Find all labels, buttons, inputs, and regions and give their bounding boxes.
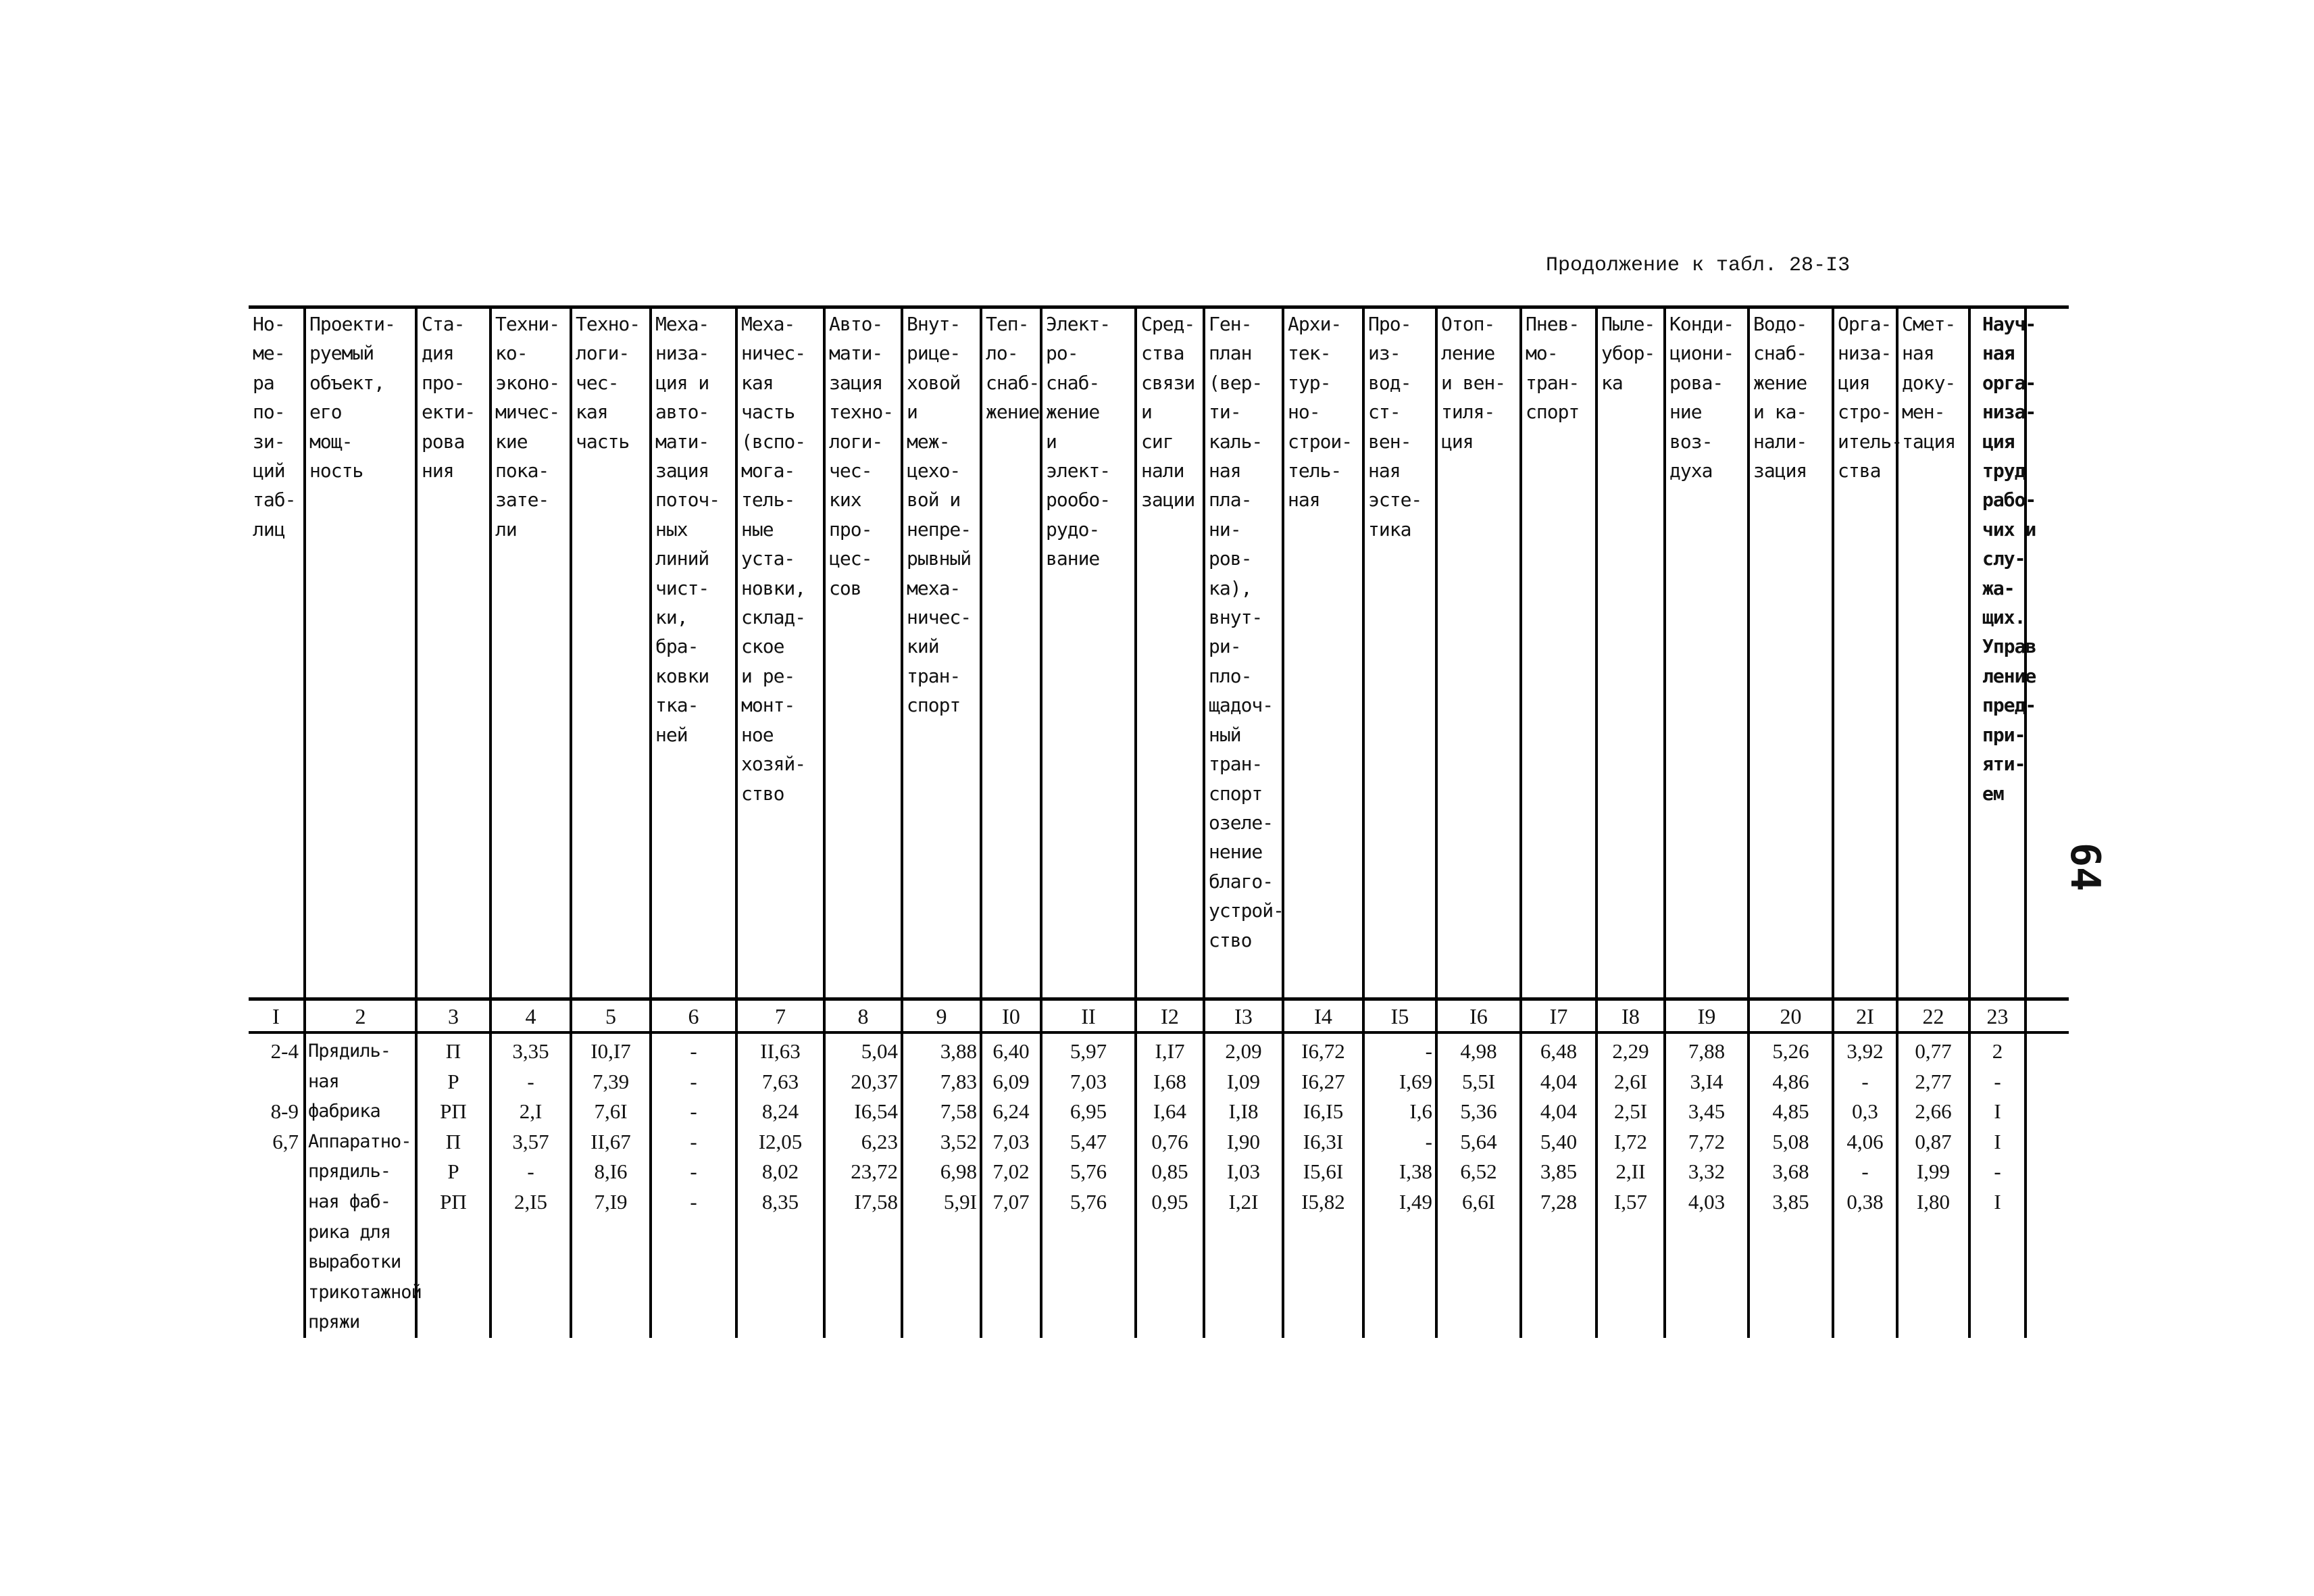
header-automation: Авто- мати- зация техно- логи- чес- ких про- цес- сов (829, 313, 894, 599)
column-number: I5 (1390, 1004, 1409, 1028)
cell-stage: П Р РП П Р РП (440, 1039, 467, 1214)
column-number: 2 (355, 1004, 366, 1028)
cell-power-supply: 5,97 7,03 6,95 5,47 5,76 5,76 (1070, 1039, 1107, 1214)
header-bottom-rule (249, 997, 2069, 1001)
header-mechanical: Меха- ничес- кая часть (вспо- мога- тель- ные уста- новки, склад- ское и ре- монт- ное хозяй- ство (741, 313, 806, 805)
header-labor-organization: Науч- ная орга- низа- ция труд рабо- чих и слу- жа- щих. Управ ление пред- при- яти- ем (1982, 313, 2036, 805)
column-number: 2I (1856, 1004, 1874, 1028)
header-mechanization-lines: Меха- низа- ция и авто- мати- зация поточ- ных линий чист- ки, бра- ковки тка- ней (655, 313, 720, 746)
column-number: II (1081, 1004, 1096, 1028)
header-estimates: Смет- ная доку- мен- тация (1902, 313, 1956, 453)
cell-construction: 3,92 - 0,3 4,06 - 0,38 (1846, 1039, 1884, 1214)
cell-heating: 4,98 5,5I 5,36 5,64 6,52 6,6I (1460, 1039, 1497, 1214)
header-architecture: Архи- тек- тур- но- строи- тель- ная (1288, 313, 1353, 512)
column-number: I2 (1161, 1004, 1179, 1028)
cell-pneumo-transport: 6,48 4,04 4,04 5,40 3,85 7,28 (1540, 1039, 1578, 1214)
column-number: 7 (775, 1004, 786, 1028)
column-number: 4 (525, 1004, 536, 1028)
cell-heat-supply: 6,40 6,09 6,24 7,03 7,02 7,07 (992, 1039, 1030, 1214)
header-master-plan: Ген- план (вер- ти- каль- ная пла- ни- ров- ка), внут- ри- пло- щадоч- ный тран- спорт озеле- нение благо- устрой- ство (1209, 313, 1284, 951)
column-number: 23 (1986, 1004, 2009, 1028)
column-number: I0 (1002, 1004, 1020, 1028)
cell-positions: 2-4 8-9 6,7 (270, 1039, 299, 1153)
column-number: 6 (688, 1004, 699, 1028)
column-number: I9 (1697, 1004, 1716, 1028)
column-number: I (272, 1004, 280, 1028)
table-caption: Продолжение к табл. 28-I3 (1546, 254, 1851, 277)
data-table (249, 305, 2069, 1338)
column-number: 20 (1780, 1004, 1802, 1028)
header-aesthetics: Про- из- вод- ст- вен- ная эсте- тика (1368, 313, 1422, 541)
column-number: I8 (1621, 1004, 1640, 1028)
header-communications: Сред- ства связи и сиг нали зации (1141, 313, 1195, 512)
cell-communications: I,I7 I,68 I,64 0,76 0,85 0,95 (1151, 1039, 1188, 1214)
cell-transport: 3,88 7,83 7,58 3,52 6,98 5,9I (940, 1039, 977, 1214)
cell-mechanization-lines: - - - - - - (690, 1039, 697, 1214)
header-stage: Ста- дия про- екти- рова ния (422, 313, 476, 482)
page-number: 64 (2061, 842, 2109, 892)
column-number: I3 (1234, 1004, 1253, 1028)
cell-water-supply: 5,26 4,86 4,85 5,08 3,68 3,85 (1772, 1039, 1809, 1214)
header-object: Проекти- руемый объект, его мощ- ность (309, 313, 395, 482)
cell-labor-organization: 2 - I I - I (1992, 1039, 2003, 1214)
cell-technological: I0,I7 7,39 7,6I II,67 8,I6 7,I9 (590, 1039, 631, 1214)
cell-air-conditioning: 7,88 3,I4 3,45 7,72 3,32 4,03 (1688, 1039, 1726, 1214)
header-dust-removal: Пыле- убор- ка (1601, 313, 1655, 394)
column-number: 3 (448, 1004, 459, 1028)
header-transport: Внут- рице- ховой и меж- цехо- вой и непре- рывный меха- ничес- кий тран- спорт (907, 313, 972, 717)
header-pneumo-transport: Пнев- мо- тран- спорт (1526, 313, 1580, 424)
header-construction: Орга- низа- ция стро- итель- ства (1838, 313, 1903, 482)
cell-automation: 5,04 20,37 I6,54 6,23 23,72 I7,58 (851, 1039, 898, 1214)
column-number: 5 (605, 1004, 616, 1028)
header-heat-supply: Теп- ло- снаб- жение (986, 313, 1040, 424)
cell-estimates: 0,77 2,77 2,66 0,87 I,99 I,80 (1915, 1039, 1952, 1214)
cell-object: Прядиль- ная фабрика Аппаратно- прядиль- ная фаб- рика для выработки трикотажной пряжи (308, 1041, 422, 1333)
cell-mechanical: II,63 7,63 8,24 I2,05 8,02 8,35 (758, 1039, 803, 1214)
header-heating: Отоп- ление и вен- тиля- ция (1441, 313, 1506, 453)
column-number: I7 (1549, 1004, 1568, 1028)
column-number: 9 (936, 1004, 947, 1028)
cell-aesthetics: - I,69 I,6 - I,38 I,49 (1399, 1039, 1432, 1214)
header-water-supply: Водо- снаб- жение и ка- нали- зация (1753, 313, 1807, 482)
cell-master-plan: 2,09 I,09 I,I8 I,90 I,03 I,2I (1225, 1039, 1262, 1214)
column-number: 22 (1922, 1004, 1944, 1028)
header-technological: Техно- логи- чес- кая часть (576, 313, 640, 453)
column-number: I6 (1469, 1004, 1488, 1028)
header-positions: Но- ме- ра по- зи- ций таб- лиц (253, 313, 296, 541)
header-tech-economic: Техни- ко- эконо- мичес- кие пока- зате- ли (495, 313, 560, 541)
cell-architecture: I6,72 I6,27 I6,I5 I6,3I I5,6I I5,82 (1301, 1039, 1345, 1214)
header-power-supply: Элект- ро- снаб- жение и элект- рообо- рудо- вание (1046, 313, 1111, 570)
column-number: I4 (1314, 1004, 1332, 1028)
header-air-conditioning: Конди- циони- рова- ние воз- духа (1669, 313, 1734, 482)
column-number: 8 (857, 1004, 869, 1028)
cell-dust-removal: 2,29 2,6I 2,5I I,72 2,II I,57 (1612, 1039, 1649, 1214)
cell-tech-economic: 3,35 - 2,I 3,57 - 2,I5 (512, 1039, 549, 1214)
number-row-bottom-rule (249, 1031, 2069, 1034)
